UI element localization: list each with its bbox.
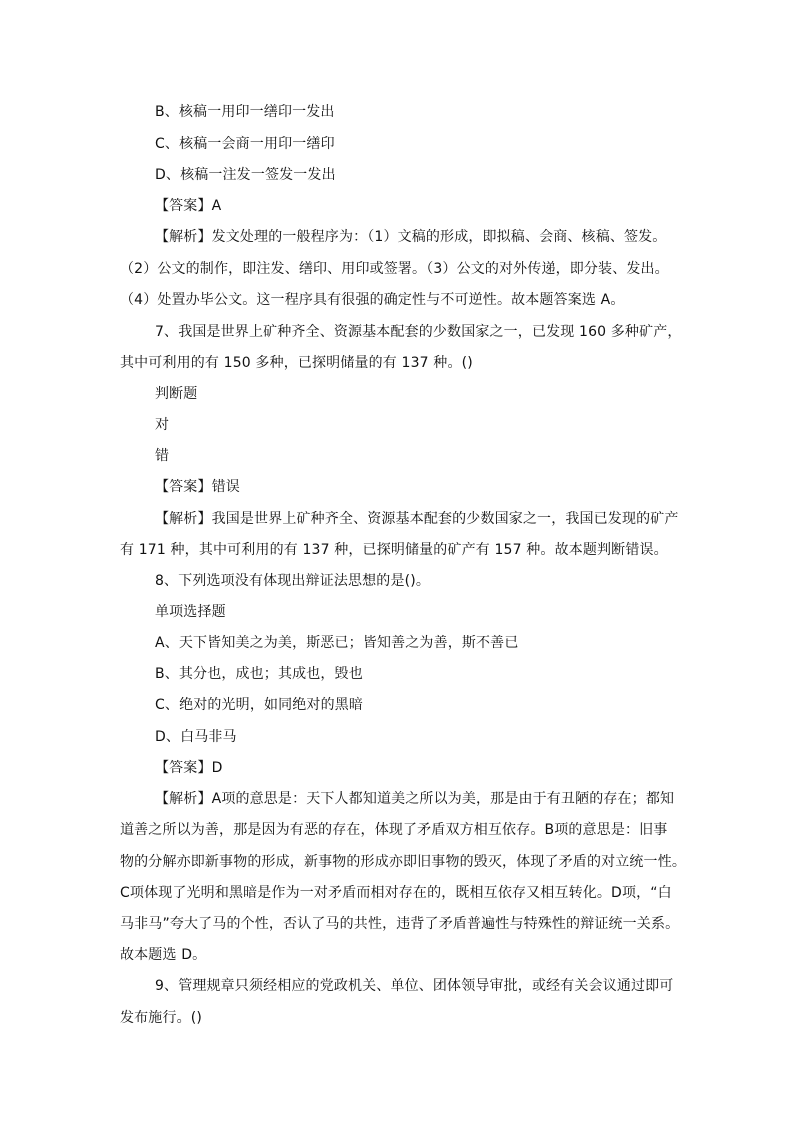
- option-line: D、白马非马: [155, 729, 237, 745]
- analysis-line: 马非马”夸大了马的个性，否认了马的共性，违背了矛盾普遍性与特殊性的辩证统一关系。: [120, 916, 680, 932]
- analysis-line: （4）处置办毕公文。这一程序具有很强的确定性与不可逆性。故本题答案选 A。: [120, 292, 625, 308]
- analysis-line: C项体现了光明和黑暗是作为一对矛盾而相对存在的，既相互依存又相互转化。D项，“白: [120, 885, 672, 901]
- answer-line: 【答案】A: [155, 198, 222, 214]
- question-line: 9、管理规章只须经相应的党政机关、单位、团体领导审批，或经有关会议通过即可: [155, 978, 674, 994]
- question-line: 7、我国是世界上矿种齐全、资源基本配套的少数国家之一，已发现 160 多种矿产，: [155, 324, 682, 340]
- analysis-line: 道善之所以为善，那是因为有恶的存在，体现了矛盾双方相互依存。B项的意思是：旧事: [120, 822, 668, 838]
- analysis-line: 物的分解亦即新事物的形成，新事物的形成亦即旧事物的毁灭，体现了矛盾的对立统一性。: [120, 854, 686, 870]
- analysis-line: 故本题选 D。: [120, 947, 207, 963]
- analysis-line: 有 171 种，其中可利用的有 137 种，已探明储量的矿产有 157 种。故本题判断错误。: [120, 542, 668, 558]
- question-type: 单项选择题: [155, 604, 226, 620]
- question-line: 8、下列选项没有体现出辩证法思想的是()。: [155, 573, 430, 589]
- option-b-line: B、核稿一用印一缮印一发出: [155, 104, 335, 120]
- question-line: 其中可利用的有 150 多种，已探明储量的有 137 种。(): [120, 355, 473, 371]
- option-line: B、其分也，成也；其成也，毁也: [155, 666, 363, 682]
- option-d-line: D、核稿一注发一签发一发出: [155, 167, 336, 183]
- question-type: 判断题: [155, 386, 198, 402]
- option-line: 错: [155, 448, 170, 464]
- option-line: C、绝对的光明，如同绝对的黑暗: [155, 697, 364, 713]
- analysis-line: （2）公文的制作，即注发、缮印、用印或签署。（3）公文的对外传递，即分装、发出。: [120, 261, 669, 277]
- answer-line: 【答案】错误: [155, 479, 240, 495]
- option-line: A、天下皆知美之为美，斯恶已；皆知善之为善，斯不善已: [155, 635, 519, 651]
- option-c-line: C、核稿一会商一用印一缮印: [155, 136, 335, 152]
- analysis-line: 【解析】A项的意思是：天下人都知道美之所以为美，那是由于有丑陋的存在；都知: [155, 791, 675, 807]
- analysis-line: 【解析】我国是世界上矿种齐全、资源基本配套的少数国家之一，我国已发现的矿产: [155, 511, 679, 527]
- answer-line: 【答案】D: [155, 760, 223, 776]
- option-line: 对: [155, 417, 170, 433]
- question-line: 发布施行。(): [120, 1010, 202, 1026]
- analysis-line: 【解析】发文处理的一般程序为：（1）文稿的形成，即拟稿、会商、核稿、签发。: [155, 229, 667, 245]
